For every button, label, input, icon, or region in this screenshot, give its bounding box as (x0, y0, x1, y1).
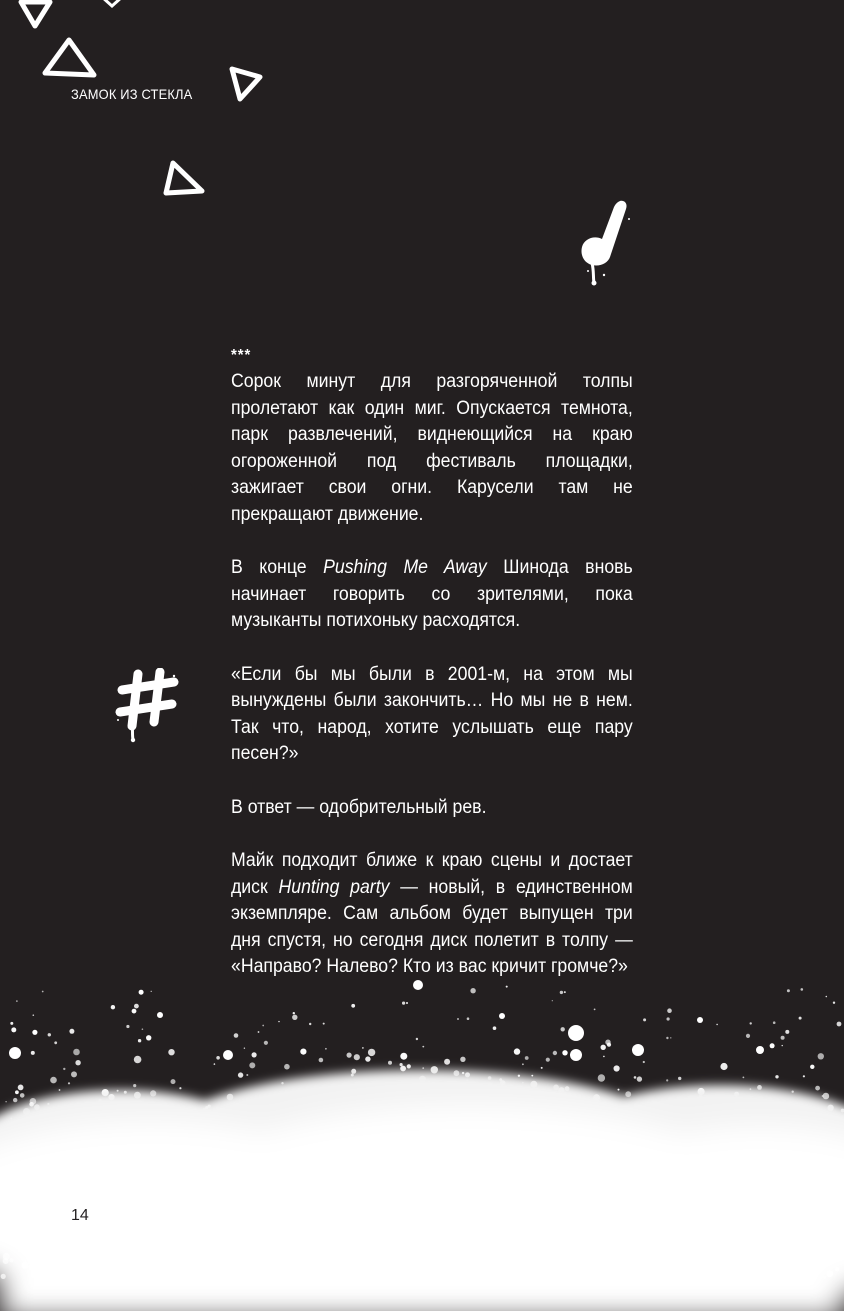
section-separator: *** (231, 347, 252, 364)
text-run: В конце (231, 557, 324, 578)
triangle-icon (228, 65, 264, 103)
text-run: Майк подходит ближе к краю сцены и достает диск (231, 850, 633, 898)
triangle-icon (41, 35, 99, 79)
paragraph: Сорок минут для разгоряченной толпы пролетают как один миг. Опускается темнота, парк развлечений, виднеющийся на краю огороженной под фестиваль площадки, зажигает свои огни. Карусели там не прекращают движение. (231, 371, 633, 525)
spray-paint-cloud (0, 960, 844, 1311)
spray-checkmark-icon (574, 195, 636, 287)
text-run: — новый, в единственном экземпляре. Сам альбом будет выпущен три дня спустя, но сегодня диск полетит в толпу — «Направо? Налево? Кто из вас кричит громче?» (231, 876, 633, 977)
paragraph: «Если бы мы были в 2001-м, на этом мы вынуждены были закончить… Но мы не в нем. Так что, народ, хотите услышать еще пару песен?» (231, 663, 633, 764)
running-head: ЗАМОК ИЗ СТЕКЛА (71, 86, 193, 102)
paragraph (231, 555, 633, 635)
text-run: Шинода вновь начинает говорить со зрителями, пока музыканты потихоньку расходятся. (231, 557, 633, 631)
triangle-icon (100, 0, 124, 8)
triangle-icon (161, 158, 207, 198)
spray-hash-icon (114, 668, 180, 744)
article-body (231, 343, 633, 1008)
song-title: Pushing Me Away (323, 557, 487, 578)
triangle-icon (18, 0, 54, 30)
page-number: 14 (71, 1207, 89, 1224)
paragraph: В ответ — одобрительный рев. (231, 796, 487, 818)
album-title: Hunting party (278, 876, 390, 898)
